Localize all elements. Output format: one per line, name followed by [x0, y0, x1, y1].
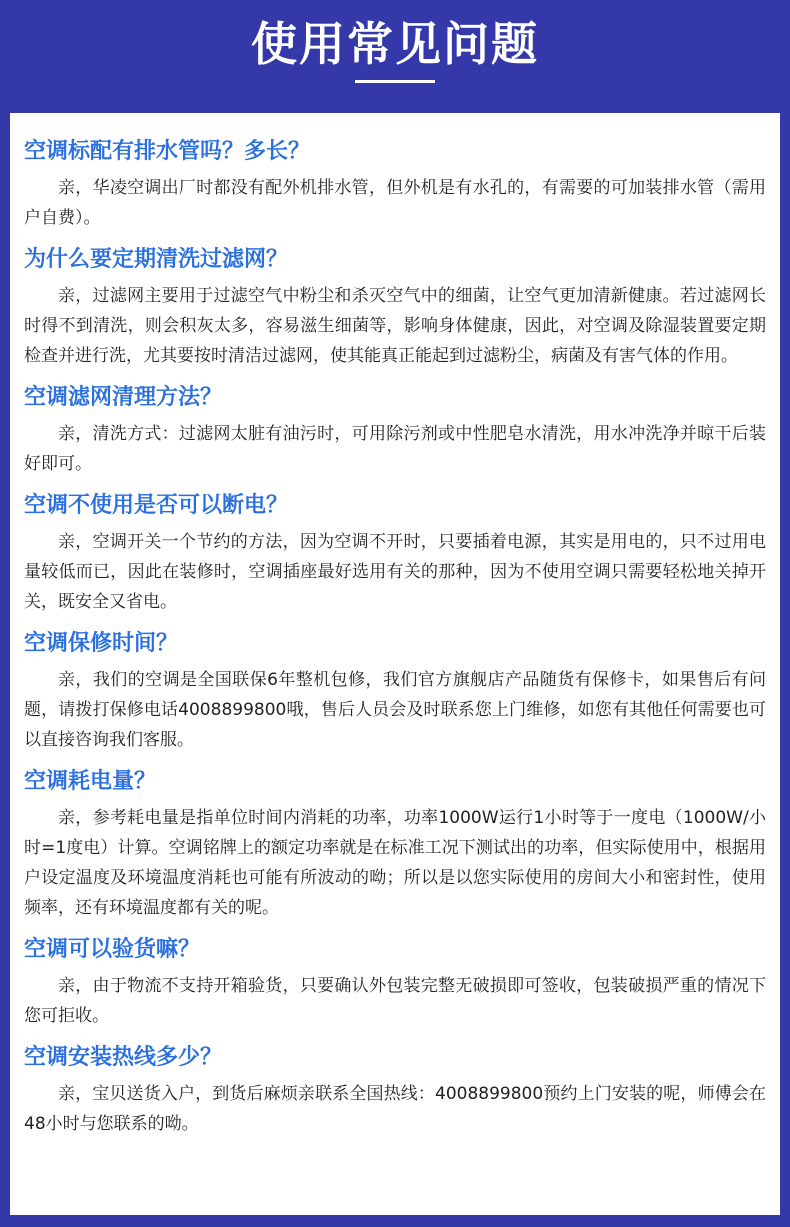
faq-item-inspection: [24, 933, 766, 1031]
faq-question: 空调不使用是否可以断电？: [24, 493, 289, 518]
faq-answer: 亲，空调开关一个节约的方法，因为空调不开时，只要插着电源，其实是用电的，只不过用电量较低而已，因此在装修时，空调插座最好选用有关的那种，因为不使用空调只需要轻松地关掉开关，既安全又省电。: [24, 532, 766, 612]
faq-item-power-off: [24, 489, 766, 617]
faq-answer: 亲，过滤网主要用于过滤空气中粉尘和杀灭空气中的细菌，让空气更加清新健康。若过滤网长时得不到清洗，则会积灰太多，容易滋生细菌等，影响身体健康，因此，对空调及除湿装置要定期检查并进行洗，尤其要按时清洁过滤网，使其能真正能起到过滤粉尘，病菌及有害气体的作用。: [24, 286, 766, 366]
faq-question: 空调保修时间？: [24, 631, 179, 656]
faq-panel: [10, 113, 780, 1215]
page-header: [0, 0, 790, 110]
faq-item-install-hotline: [24, 1041, 766, 1139]
faq-answer: 亲，清洗方式：过滤网太脏有油污时，可用除污剂或中性肥皂水清洗，用水冲洗净并晾干后装好即可。: [24, 424, 766, 474]
faq-answer: 亲，我们的空调是全国联保6年整机包修，我们官方旗舰店产品随货有保修卡，如果售后有问题，请拨打保修电话4008899800哦，售后人员会及时联系您上门维修，如您有其他任何需要也可以直接咨询我们客服。: [24, 670, 766, 750]
faq-question: 空调安装热线多少？: [24, 1045, 223, 1070]
faq-answer: 亲，由于物流不支持开箱验货，只要确认外包装完整无破损即可签收，包装破损严重的情况下您可拒收。: [24, 976, 766, 1026]
faq-question: 空调滤网清理方法？: [24, 385, 223, 410]
faq-question: 空调可以验货嘛？: [24, 937, 201, 962]
faq-answer: 亲，参考耗电量是指单位时间内消耗的功率，功率1000W运行1小时等于一度电（1000W/小时=1度电）计算。空调铭牌上的额定功率就是在标准工况下测试出的功率，但实际使用中，根据用户设定温度及环境温度消耗也可能有所波动的呦；所以是以您实际使用的房间大小和密封性，使用频率，还有环境温度都有关的呢。: [24, 808, 766, 918]
faq-answer: 亲，华凌空调出厂时都没有配外机排水管，但外机是有水孔的，有需要的可加装排水管（需用户自费）。: [24, 178, 766, 228]
faq-item-warranty: [24, 627, 766, 755]
faq-item-drain-pipe: [24, 135, 766, 233]
title-underline: [355, 80, 435, 83]
faq-item-power-consumption: [24, 765, 766, 923]
page-title: 使用常见问题: [251, 17, 539, 71]
faq-question: 空调标配有排水管吗？多长？: [24, 139, 311, 164]
faq-question: 为什么要定期清洗过滤网？: [24, 247, 289, 272]
faq-question: 空调耗电量？: [24, 769, 157, 794]
faq-item-filter-cleaning-reason: [24, 243, 766, 371]
faq-answer: 亲，宝贝送货入户，到货后麻烦亲联系全国热线：4008899800预约上门安装的呢，师傅会在48小时与您联系的呦。: [24, 1084, 766, 1134]
faq-item-filter-cleaning-method: [24, 381, 766, 479]
